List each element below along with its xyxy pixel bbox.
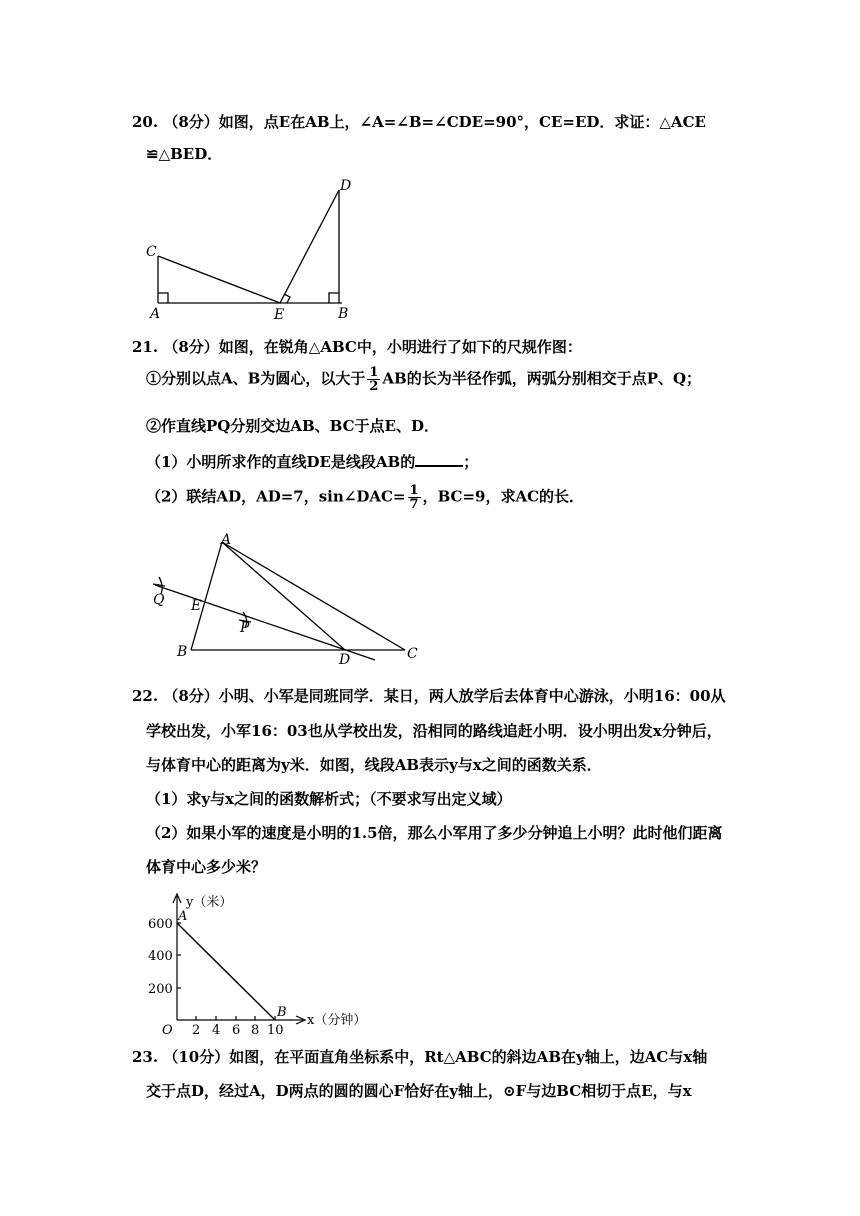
q21-sub2 [146,484,584,511]
q20-label-e: E [274,307,285,322]
q20-label-c: C [146,244,157,260]
q22-line2: 学校出发，小军16：03也从学校出发，沿相同的路线追赶小明．设小明出发x分钟后， [146,722,722,740]
q22-x-axis-label: x（分钟） [307,1013,367,1028]
q21-text: （8分）如图，在锐角△ABC中，小明进行了如下的尺规作图： [163,338,582,356]
q22-sub1: （1）求y与x之间的函数解析式；（不要求写出定义域） [146,790,512,808]
q21-step1-pre: ①分别以点A、B为圆心，以大于 [146,369,366,388]
q20-line2: ≌△BED． [146,145,223,163]
q21-label-d: D [339,652,351,665]
q20-text: （8分）如图，点E在AB上，∠A=∠B=∠CDE=90°，CE=ED．求证：△ACE [163,113,706,131]
q22-ytick-400: 400 [148,949,173,964]
q21-figure [145,530,430,665]
q21-sub1 [146,451,478,472]
q20-label-d: D [340,178,352,194]
q21-label-q: Q [153,592,165,608]
q20-figure [140,170,370,322]
q23-line2: 交于点D，经过A，D两点的圆的圆心F恰好在y轴上，⊙F与边BC相切于点E，与x [146,1082,692,1100]
q21-frac-numerator: 1 [369,365,379,380]
q21-label-a: A [221,532,232,548]
q21-label-c: C [407,646,418,662]
q22-number: 22. [132,687,159,705]
q21-line1 [132,337,582,357]
q21-sub1-pre: （1）小明所求作的直线DE是线段AB的 [146,453,416,471]
q21-frac2-numerator: 1 [409,483,419,498]
q22-ytick-200: 200 [148,982,173,997]
q20-label-b: B [338,306,349,322]
q21-step1-post: AB的长为半径作弧，两弧分别相交于点P、Q； [382,369,702,388]
q20-number: 20. [132,113,159,131]
q21-frac2-denominator: 7 [409,497,419,512]
q21-step1 [146,366,701,393]
q21-fraction-half [367,366,380,393]
q21-sub2-pre: （2）联结AD，AD=7，sin∠DAC= [146,487,406,506]
q21-fraction-seventh [408,484,421,511]
q22-xtick-2: 2 [192,1023,201,1036]
q22-xtick-4: 4 [212,1023,221,1036]
q23-number: 23. [132,1048,159,1066]
q21-answer-blank [415,451,463,467]
q22-origin: O [162,1023,173,1036]
q21-step2: ②作直线PQ分别交边AB、BC于点E、D． [146,417,439,435]
q22-sub2-line2: 体育中心多少米？ [146,858,267,876]
q22-line1 [132,686,726,706]
q22-line3: 与体育中心的距离为y米．如图，线段AB表示y与x之间的函数关系． [146,756,602,774]
q22-text: （8分）小明、小军是同班同学．某日，两人放学后去体育中心游泳，小明16：00从 [163,687,726,705]
q23-line1 [132,1047,707,1067]
q21-sub2-post: ，BC=9，求AC的长． [422,487,585,506]
q22-point-a: A [178,909,188,924]
q22-ytick-600: 600 [148,917,173,932]
q21-frac-denominator: 2 [369,379,379,394]
q22-graph [140,888,380,1036]
q21-label-e: E [191,598,202,614]
q22-y-axis-label: y（米） [186,895,233,910]
q22-sub2-line1: （2）如果小军的速度是小明的1.5倍，那么小军用了多少分钟追上小明？此时他们距离 [146,824,723,842]
q20-line1 [132,112,706,132]
q22-xtick-10: 10 [267,1023,284,1036]
q22-xtick-6: 6 [232,1023,241,1036]
q23-text: （10分）如图，在平面直角坐标系中，Rt△ABC的斜边AB在y轴上，边AC与x轴 [163,1048,708,1066]
q22-point-b: B [277,1005,287,1020]
q21-label-p: P [240,620,250,636]
q21-number: 21. [132,338,159,356]
q21-sub1-post: ； [463,453,479,471]
q22-xtick-8: 8 [251,1023,260,1036]
q20-label-a: A [150,306,161,322]
q21-label-b: B [177,644,188,660]
